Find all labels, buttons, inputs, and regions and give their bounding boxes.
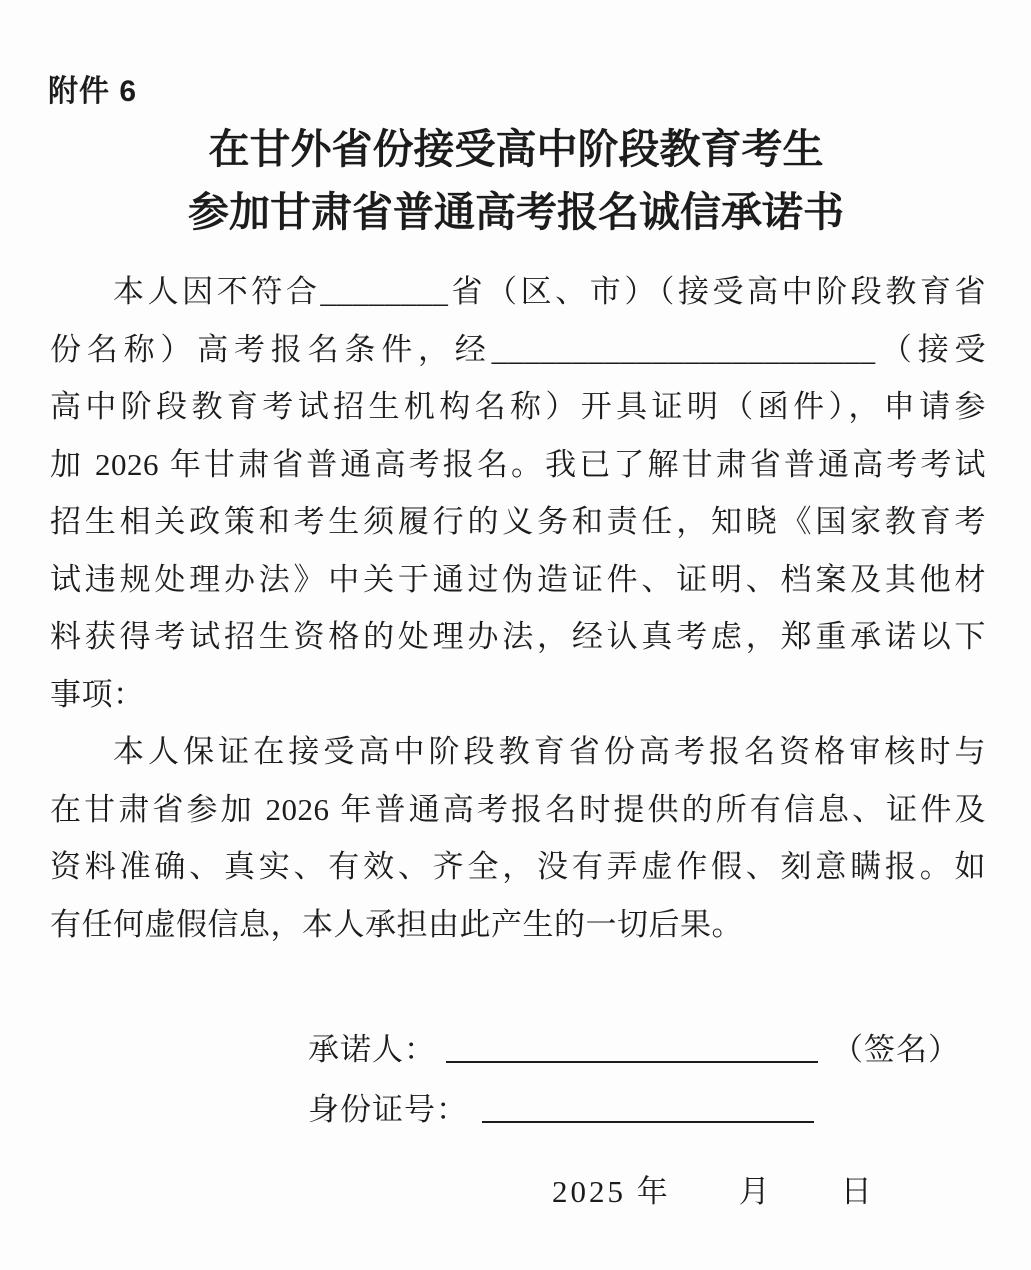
date-line: 2025 年 月 日 (552, 1174, 875, 1209)
p2-line-3: 资料准确、真实、有效、齐全，没有弄虚作假、刻意瞒报。如 (50, 849, 986, 884)
document-title-line-2: 参加甘肃省普通高考报名诚信承诺书 (188, 189, 844, 235)
p2-line-1: 本人保证在接受高中阶段教育省份高考报名资格审核时与 (113, 734, 986, 769)
p1-line-6: 试违规处理办法》中关于通过伪造证件、证明、档案及其他材 (50, 561, 986, 597)
p1-line-8: 事项： (50, 676, 145, 712)
attachment-label: 附件 6 (48, 75, 138, 108)
sign-name-note: （签名） (832, 1032, 960, 1067)
id-number-label: 身份证号： (308, 1092, 468, 1127)
promiser-label: 承诺人： (308, 1032, 436, 1067)
p2-line-4: 有任何虚假信息，本人承担由此产生的一切后果。 (50, 906, 743, 942)
p1-line-1: 本人因不符合________省（区、市）（接受高中阶段教育省 (113, 274, 986, 309)
promiser-signature-line (446, 1057, 818, 1063)
p1-line-5: 招生相关政策和考生须履行的义务和责任，知晓《国家教育考 (50, 504, 986, 539)
p1-line-3: 高中阶段教育考试招生机构名称）开具证明（函件），申请参 (50, 389, 986, 424)
body-text (50, 263, 986, 953)
p1-line-7: 料获得考试招生资格的处理办法，经认真考虑，郑重承诺以下 (50, 619, 986, 654)
p2-line-2: 在甘肃省参加 2026 年普通高考报名时提供的所有信息、证件及 (50, 791, 986, 827)
p1-line-4: 加 2026 年甘肃省普通高考报名。我已了解甘肃省普通高考考试 (50, 446, 986, 482)
p1-line-2: 份名称）高考报名条件，经________________________（接受 (50, 331, 986, 367)
id-number-row (308, 1084, 814, 1129)
document-title-line-1: 在甘外省份接受高中阶段教育考生 (208, 126, 824, 172)
promiser-signature-row (308, 1024, 960, 1069)
id-number-line (482, 1117, 814, 1123)
